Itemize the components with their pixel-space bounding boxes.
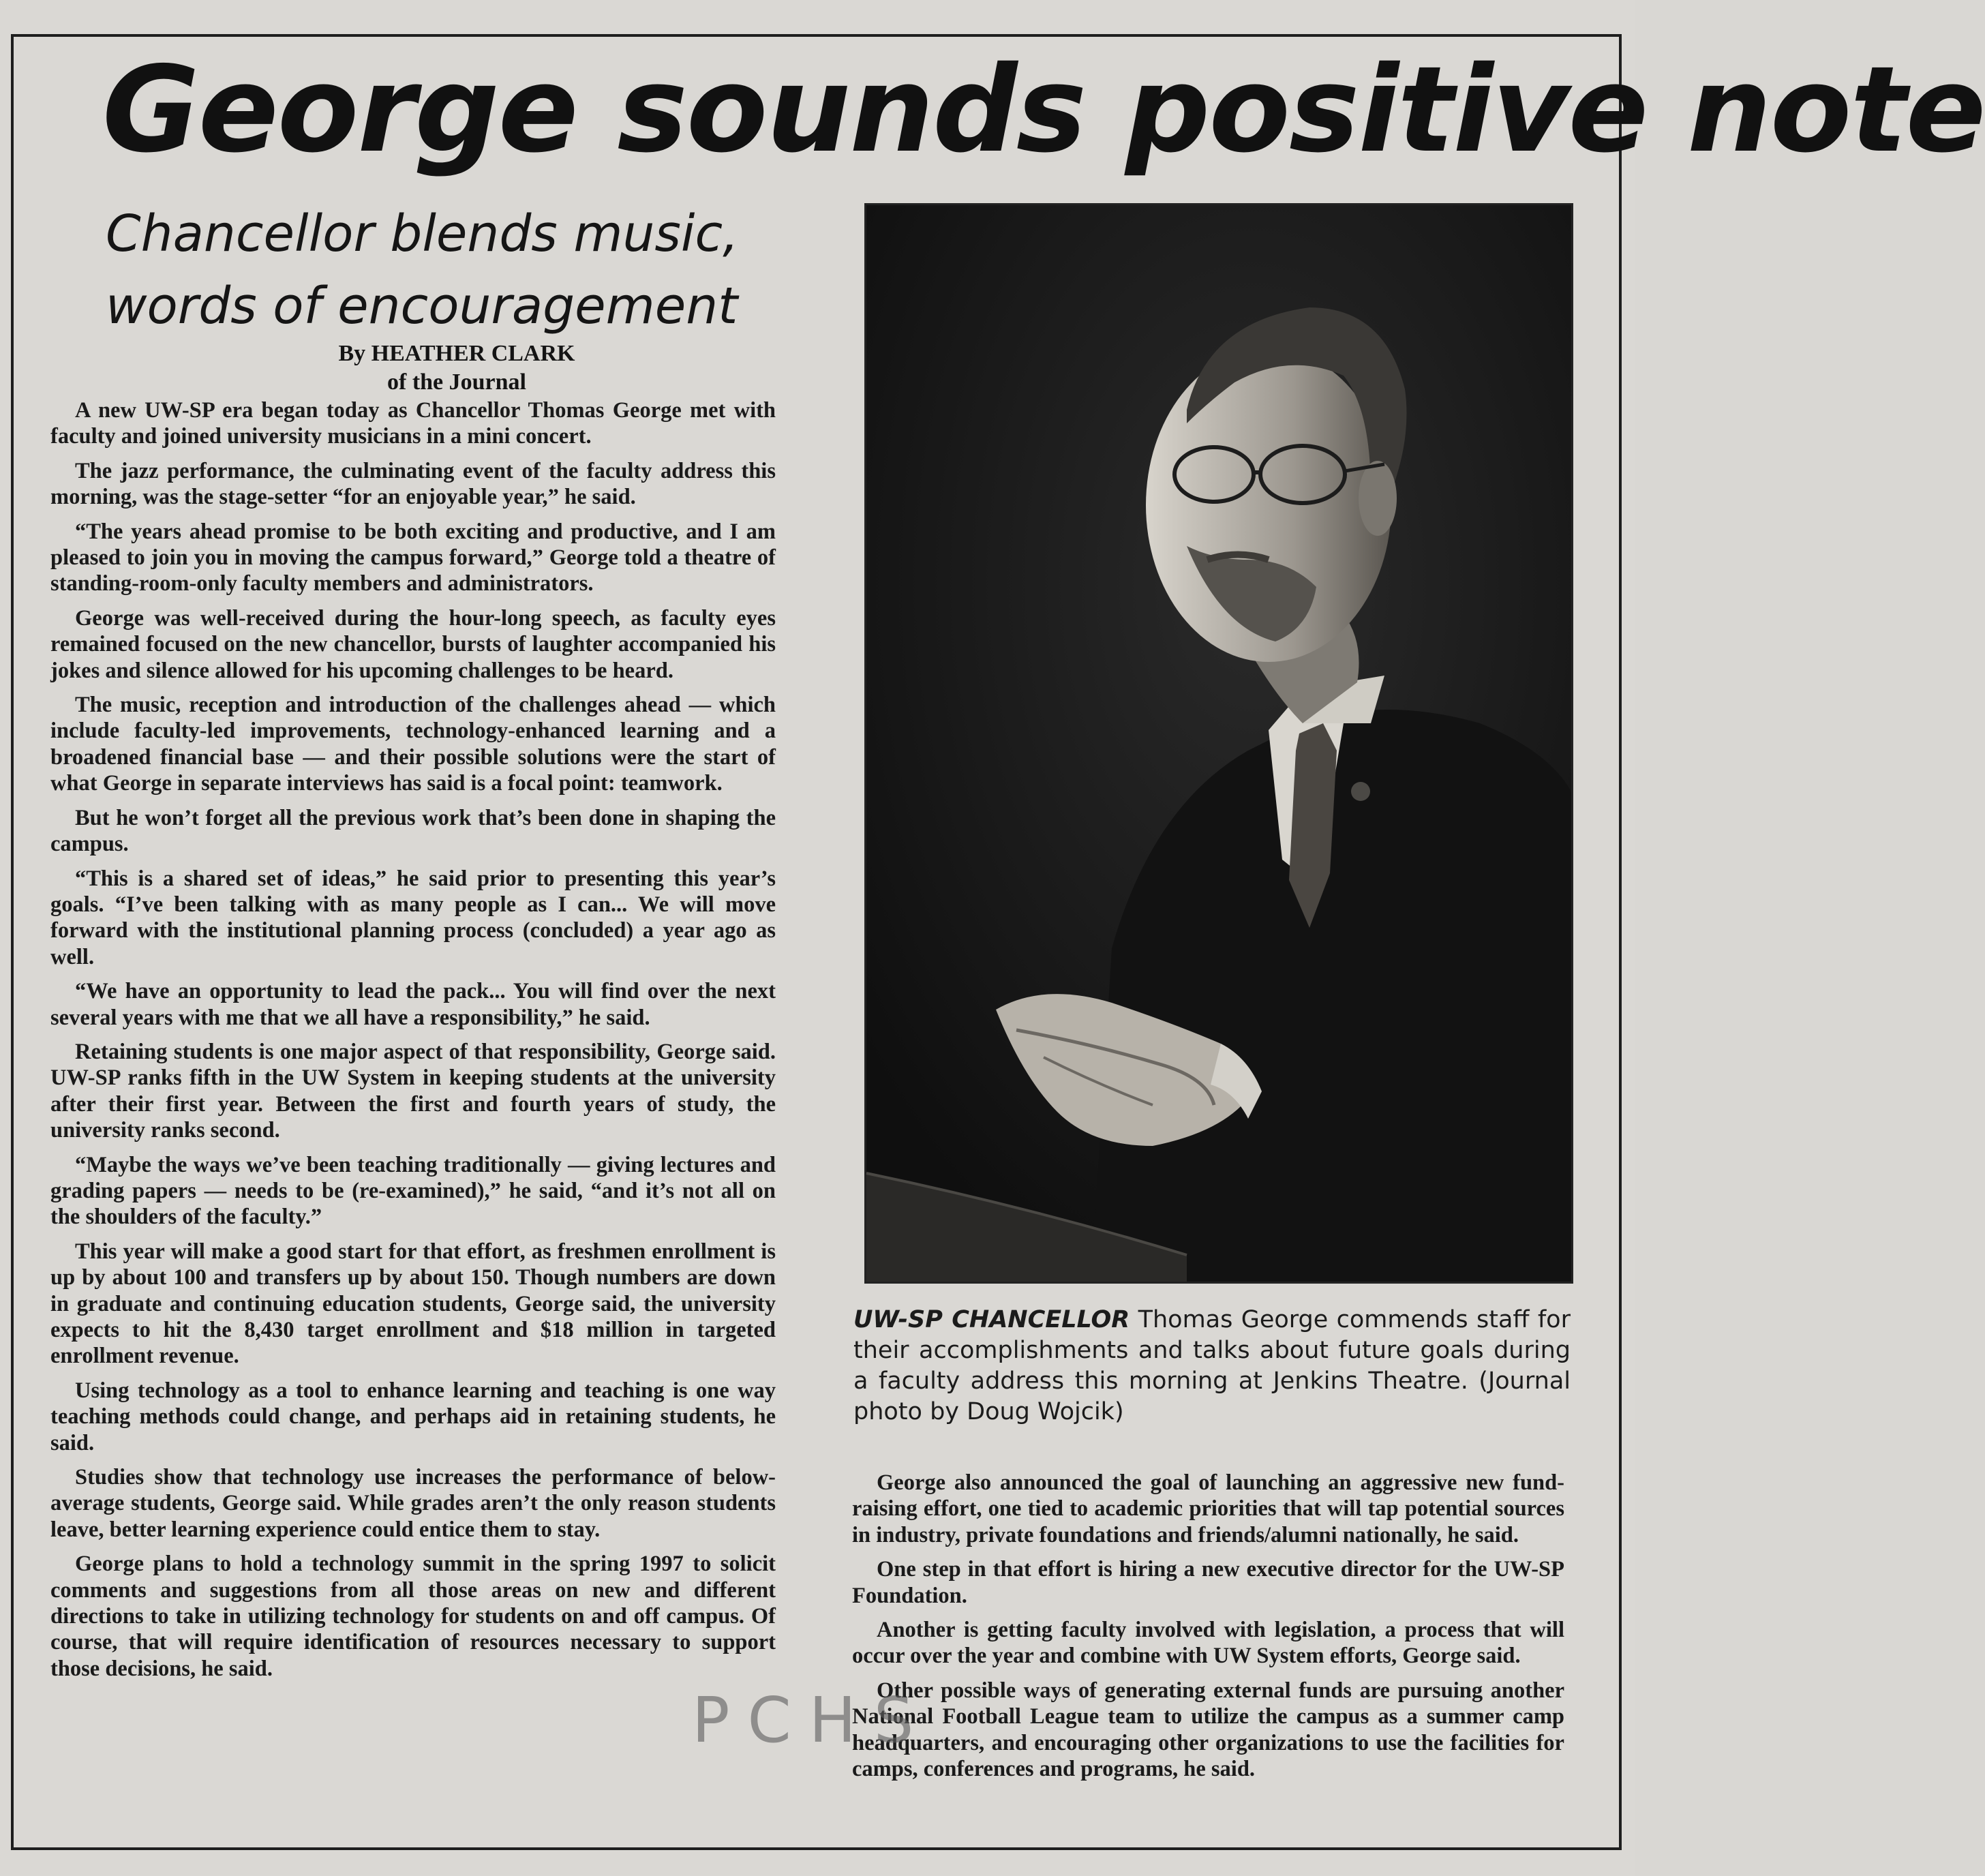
article-column-left (50, 397, 776, 1690)
subheadline: Chancellor blends music, words of encouragement (106, 205, 739, 335)
chancellor-photo (864, 203, 1573, 1284)
paragraph: This year will make a good start for that effort, as freshmen enrollment is up by about 100 and transfers up by about 150. Though numbers are down in graduate and continuing education students, George said, the university expects to hit the 8,430 target enrollment and $18 million in targeted enrollment revenue. (50, 1239, 776, 1369)
paragraph: One step in that effort is hiring a new executive director for the UW-SP Foundation. (852, 1557, 1564, 1608)
paragraph: Retaining students is one major aspect of that responsibility, George said. UW-SP ranks fifth in the UW System in keeping students at the university after their first year. Between the first and fourth years of study, the university ranks second. (50, 1039, 776, 1143)
paragraph: The jazz performance, the culminating event of the faculty address this morning, was the stage-setter “for an enjoyable year,” he said. (50, 458, 776, 510)
paragraph: “The years ahead promise to be both exciting and productive, and I am pleased to join you in moving the campus forward,” George told a theatre of standing-room-only faculty members and administrators. (50, 519, 776, 596)
photo-caption-text: Thomas George commends staff for their accomplishments and talks about future goals during a faculty address this morning at Jenkins Theatre. (Journal photo by Doug Wojcik) (853, 1306, 1571, 1425)
paragraph: “We have an opportunity to lead the pack... You will find over the next several years with me that we all have a responsibility,” he said. (50, 979, 776, 1030)
photo-caption (853, 1305, 1571, 1427)
photo-caption-lead: UW-SP CHANCELLOR (853, 1306, 1130, 1333)
paragraph: The music, reception and introduction of the challenges ahead — which include faculty-led improvements, technology-enhanced learning and a broadened financial base — and their possible solutions were the start of what George in separate interviews has said is a focal point: teamwork. (50, 693, 776, 796)
byline-affiliation: of the Journal (387, 369, 526, 395)
paragraph: “Maybe the ways we’ve been teaching traditionally — giving lectures and grading papers — needs to be (re-examined),” he said, “and it’s not all on the shoulders of the faculty.” (50, 1152, 776, 1230)
paragraph: Another is getting faculty involved with legislation, a process that will occur over the year and combine with UW System efforts, George said. (852, 1618, 1564, 1669)
paragraph: George plans to hold a technology summit in the spring 1997 to solicit comments and suggestions from all those areas on new and different directions to take in utilizing technology for students on and off campus. Of course, that will require identification of resources necessary to support those decisions, he said. (50, 1552, 776, 1681)
paragraph: “This is a shared set of ideas,” he said prior to presenting this year’s goals. “I’ve been talking with as many people as I can... We will move forward with the institutional planning process (concluded) a year ago as well. (50, 866, 776, 969)
paragraph: Using technology as a tool to enhance learning and teaching is one way teaching methods could change, and perhaps aid in retaining students, he said. (50, 1378, 776, 1455)
article-column-right (852, 1470, 1564, 1790)
paragraph: George also announced the goal of launching an aggressive new fund-raising effort, one tied to academic priorities that will tap potential sources in industry, private foundations and friends/alumni nationally, he said. (852, 1470, 1564, 1547)
headline: George sounds positive note (102, 41, 1985, 179)
paragraph: But he won’t forget all the previous work that’s been done in shaping the campus. (50, 805, 776, 857)
paragraph: George was well-received during the hour-long speech, as faculty eyes remained focused on the new chancellor, bursts of laughter accompanied his jokes and silence allowed for his upcoming challenges to be heard. (50, 605, 776, 683)
paragraph: A new UW-SP era began today as Chancellor Thomas George met with faculty and joined university musicians in a mini concert. (50, 398, 776, 449)
byline (204, 339, 709, 397)
byline-author: By HEATHER CLARK (338, 341, 575, 366)
chancellor-photo-illustration (866, 205, 1571, 1282)
paragraph: Other possible ways of generating external funds are pursuing another National Football League team to utilize the campus as a summer camp headquarters, and encouraging other organizations to use the facilities for camps, conferences and programs, he said. (852, 1678, 1564, 1782)
watermark: PCHS (692, 1684, 932, 1757)
paragraph: Studies show that technology use increases the performance of below-average students, George said. While grades aren’t the only reason students leave, better learning experience could entice them to stay. (50, 1465, 776, 1542)
